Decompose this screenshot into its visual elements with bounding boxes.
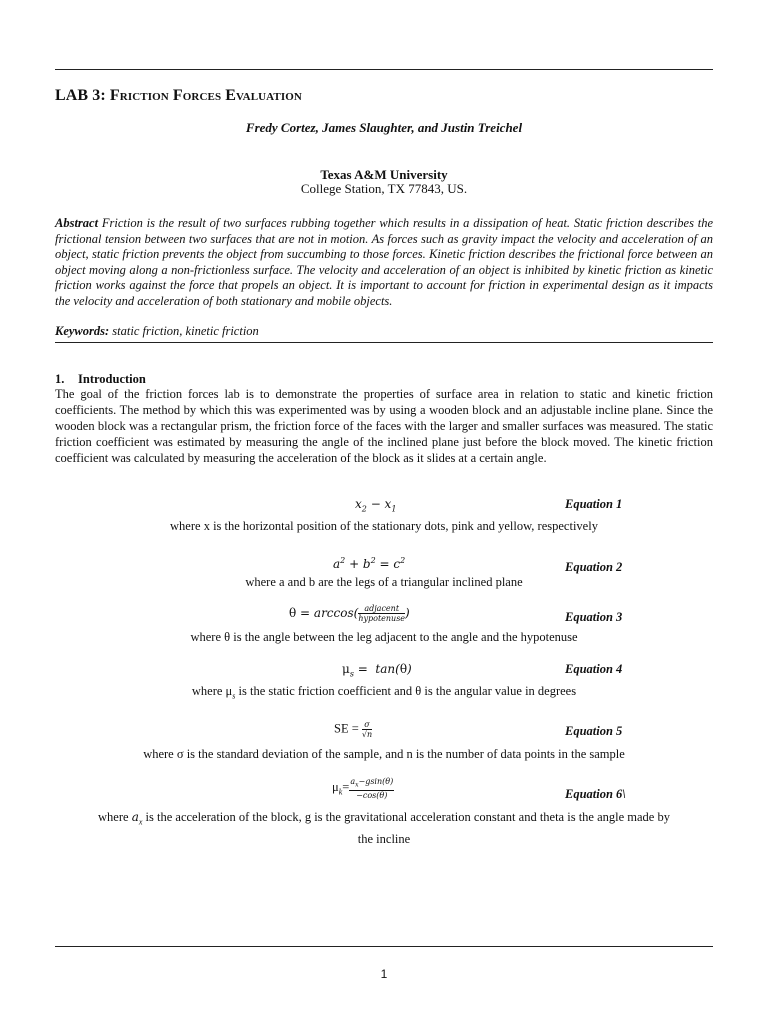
equation-5: SE = $\frac{\sigma}{√n}$ (334, 720, 373, 739)
authors: Fredy Cortez, James Slaughter, and Justin Treichel (245, 120, 523, 135)
equation-2: $a^2 + b^2 = c^2$ (333, 556, 406, 571)
equation-4-label: Equation 4 (565, 662, 623, 676)
paper-title: LAB 3: Friction Forces Evaluation (55, 87, 302, 104)
equation-6: $\mu_k=$ $\frac{a_x-gsin(\theta)}{-\cos(\theta)}$ (332, 777, 394, 800)
keywords-text: static friction, kinetic friction (112, 324, 259, 338)
equation-3-label: Equation 3 (565, 610, 623, 624)
equation-3-fraction: $\frac{\text{adjacent}}{\text{hypotenuse}}$ (358, 604, 406, 623)
equation-3-caption: where θ is the angle between the leg adjacent to the angle and the hypotenuse (190, 630, 578, 644)
top-rule (55, 69, 713, 70)
section-title: Introduction (78, 372, 146, 386)
equation-1-caption: where x is the horizontal position of the stationary dots, pink and yellow, respectively (170, 519, 598, 533)
section-heading-introduction (55, 372, 146, 387)
equation-6-caption-line2: the incline (357, 832, 411, 846)
bottom-rule (55, 946, 713, 947)
equation-2-caption: where a and b are the legs of a triangular inclined plane (245, 575, 523, 589)
equation-5-label: Equation 5 (565, 724, 623, 738)
abstract-label: Abstract (55, 216, 99, 230)
equation-6-label: Equation 6\ (565, 787, 626, 801)
abstract-rule (55, 342, 713, 343)
page-number: 1 (380, 967, 388, 981)
address: College Station, TX 77843, US. (300, 181, 468, 196)
university: Texas A&M University (320, 167, 448, 182)
keywords (55, 324, 713, 339)
equation-3: θ = arccos( $\frac{\text{adjacent}}{\text{hypotenuse}}$ ) (289, 604, 410, 623)
equation-4-caption: where $\mu_s$ is the static friction coefficient and θ is the angular value in degrees (191, 684, 577, 701)
section-number: 1. (55, 372, 65, 386)
equation-5-caption: where σ is the standard deviation of the sample, and n is the number of data points in the sample (143, 747, 625, 761)
introduction-paragraph: The goal of the friction forces lab is to demonstrate the properties of surface area in relation to static and kinetic friction coefficients. The method by which this was experimented was by using a wooden block and an adjustable incline plane. Since the wooden block was a rectangular prism, the friction force of the faces with the larger and smaller surfaces was measured. The static friction coefficient was estimated by measuring the angle of the inclined plane just before the block moved. The kinetic friction coefficient was calculated by measuring the acceleration of the block as it slides at a certain angle. (55, 387, 713, 465)
equation-4: $\mu_s = \tan(\theta)$ (342, 662, 412, 679)
equation-1-label: Equation 1 (565, 497, 623, 511)
equation-2-label: Equation 2 (565, 560, 623, 574)
equation-6-caption: where $a_x$ is the acceleration of the block, g is the gravitational acceleration constant and theta is the angle made by (98, 810, 670, 827)
abstract (55, 216, 713, 309)
abstract-text: Friction is the result of two surfaces rubbing together which results in a dissipation of heat. Static friction describes the frictional tension between two surfaces that are not in motion. As forces such as gravity impact the velocity and acceleration of an object, static friction prevents the object from succumbing to those forces. Kinetic friction describes the frictional force between an object moving along a non-frictionless surface. The velocity and acceleration of an object is inhibited by kinetic friction as kinetic friction works against the force that propels an object. It is important to account for friction in experimental design as it impacts the velocity and acceleration of both stationary and mobile objects. (55, 216, 714, 308)
equation-1: $x_2 - x_1$ (355, 497, 397, 514)
keywords-label: Keywords: (55, 324, 110, 338)
